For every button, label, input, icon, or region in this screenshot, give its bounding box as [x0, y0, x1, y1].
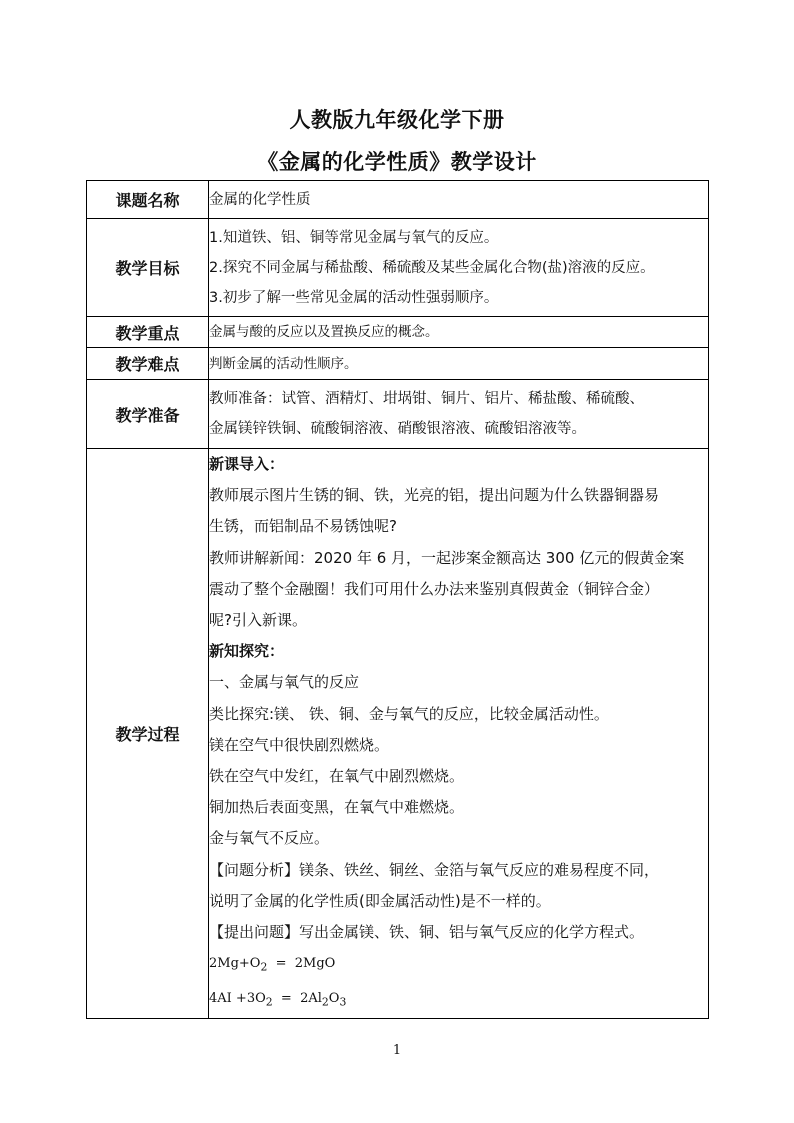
objective-line: 2.探究不同金属与稀盐酸、稀硫酸及某些金属化合物(盐)溶液的反应。 [209, 259, 655, 276]
explore-heading: 新知探究： [209, 642, 285, 661]
topic-label: 课题名称 [87, 181, 209, 219]
document-title: 人教版九年级化学下册 [289, 108, 505, 132]
equation-sign: = [267, 956, 295, 972]
intro-heading: 新课导入： [209, 455, 285, 473]
difficulties-label: 教学难点 [87, 348, 209, 380]
equation-text: O [328, 991, 340, 1007]
table-row-process [87, 449, 709, 1019]
document-subtitle: 《金属的化学性质》教学设计 [257, 150, 537, 174]
explore-line: 【提出问题】写出金属镁、铁、铜、铝与氧气反应的化学方程式。 [209, 923, 645, 942]
table-row-difficulties [87, 348, 709, 380]
difficulties-cell [209, 348, 709, 380]
intro-line: 震动了整个金融圈！我们可用什么办法来鉴别真假黄金（铜锌合金） [209, 579, 660, 598]
key-points-label: 教学重点 [87, 317, 209, 348]
explore-line: 【问题分析】镁条、铁丝、铜丝、金箔与氧气反应的难易程度不同， [209, 860, 660, 879]
subscript: 3 [339, 995, 347, 1009]
topic-cell [209, 181, 709, 219]
explore-line: 镁在空气中很快剧烈燃烧。 [209, 735, 390, 754]
subscript: 2 [321, 995, 329, 1009]
equation-text: 2Al [300, 991, 322, 1007]
equation-al-o2 [209, 983, 708, 1018]
intro-line: 生锈，而铝制品不易锈蚀呢? [209, 517, 397, 536]
equation-mg-o2 [209, 948, 708, 983]
equation-text: 4AI +3O [209, 991, 266, 1007]
equation-sign: = [272, 991, 301, 1007]
equation-text: 2Mg+O [209, 956, 261, 972]
difficulties-text: 判断金属的活动性顺序。 [209, 355, 358, 372]
preparation-line: 金属镁锌铁铜、硫酸铜溶液、硝酸银溶液、硫酸铝溶液等。 [209, 421, 586, 437]
key-points-cell [209, 317, 709, 348]
table-row-topic [87, 181, 709, 219]
key-points-text: 金属与酸的反应以及置换反应的概念。 [209, 324, 439, 340]
objectives-label: 教学目标 [87, 219, 209, 317]
explore-line: 类比探究:镁、 铁、铜、金与氧气的反应，比较金属活动性。 [209, 704, 609, 723]
explore-line: 说明了金属的化学性质(即金属活动性)是不一样的。 [209, 891, 551, 910]
intro-line: 教师讲解新闻：2020 年 6 月，一起涉案金额高达 300 亿元的假黄金案 [209, 548, 685, 567]
explore-line: 金与氧气不反应。 [209, 829, 330, 848]
process-cell [209, 449, 709, 1019]
lesson-plan-table [86, 180, 709, 1019]
intro-line: 呢?引入新课。 [209, 611, 307, 630]
topic-text: 金属的化学性质 [209, 191, 311, 208]
equation-text: 2MgO [294, 956, 336, 972]
table-row-preparation [87, 380, 709, 449]
process-label: 教学过程 [87, 449, 209, 1019]
preparation-label: 教学准备 [87, 380, 209, 449]
explore-line: 铁在空气中发红，在氧气中剧烈燃烧。 [209, 767, 465, 786]
intro-line: 教师展示图片生锈的铜、铁，光亮的铝，提出问题为什么铁器铜器易 [209, 486, 660, 505]
objective-line: 1.知道铁、铝、铜等常见金属与氧气的反应。 [209, 229, 499, 246]
preparation-cell [209, 380, 709, 449]
subscript: 2 [265, 995, 273, 1009]
page-number: 1 [392, 1043, 402, 1058]
table-row-key-points [87, 317, 709, 348]
preparation-line: 教师准备：试管、酒精灯、坩埚钳、铜片、铝片、稀盐酸、稀硫酸、 [209, 391, 644, 407]
table-row-objectives [87, 219, 709, 317]
subscript: 2 [260, 960, 268, 974]
explore-line: 铜加热后表面变黑，在氧气中难燃烧。 [209, 798, 465, 817]
explore-line: 一、金属与氧气的反应 [209, 673, 360, 692]
objectives-cell [209, 219, 709, 317]
objective-line: 3.初步了解一些常见金属的活动性强弱顺序。 [209, 289, 499, 306]
